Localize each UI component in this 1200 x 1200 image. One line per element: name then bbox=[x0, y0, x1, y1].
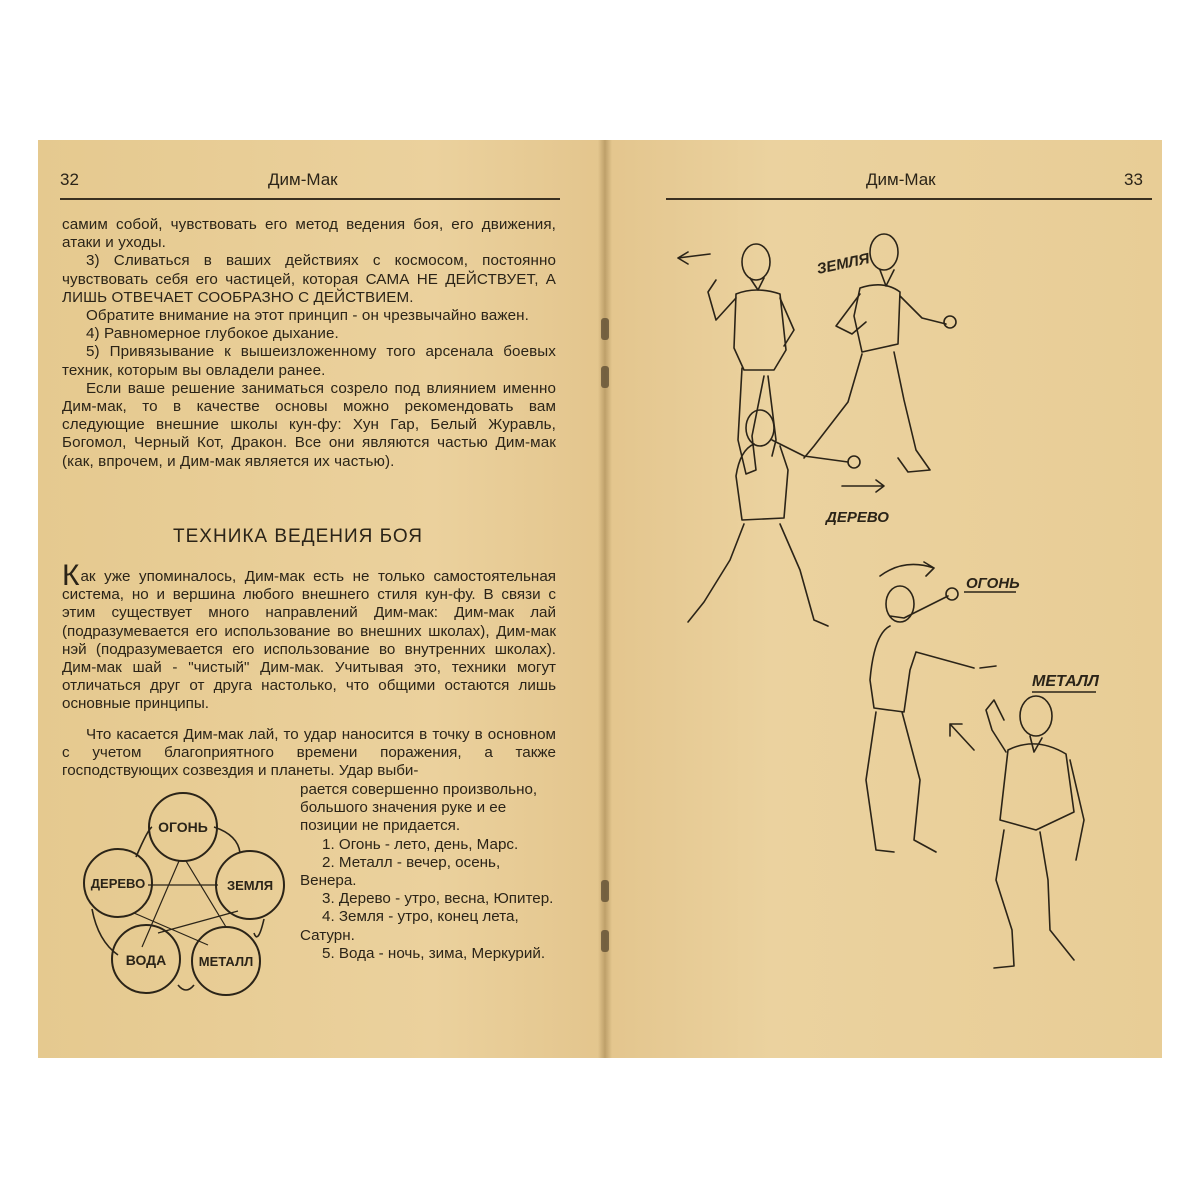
binding-stitch bbox=[601, 318, 609, 340]
diagram-label-wood: ДЕРЕВО bbox=[90, 876, 146, 891]
diagram-label-water: ВОДА bbox=[125, 952, 167, 968]
list-item: 3. Дерево - утро, весна, Юпитер. bbox=[322, 890, 554, 908]
book-gutter bbox=[598, 140, 612, 1058]
intro-text bbox=[62, 216, 556, 471]
figure-label-wood: ДЕРЕВО bbox=[826, 509, 889, 526]
section-paragraph bbox=[62, 559, 556, 714]
header-rule bbox=[60, 198, 560, 200]
list-item: 5. Вода - ночь, зима, Меркурий. bbox=[322, 944, 546, 962]
paragraph: Обратите внимание на этот принцип - он чрезвычайно важен. bbox=[86, 307, 529, 325]
figure-standing-guard bbox=[678, 244, 794, 474]
figure-reaching bbox=[866, 562, 996, 852]
paragraph: рается совершенно произвольно, большого значения руке и ее позиции не придается. bbox=[300, 781, 538, 835]
paragraph: самим собой, чувствовать его метод ведения боя, его движения, атаки и уходы. bbox=[62, 216, 556, 252]
page-number: 33 bbox=[1124, 170, 1143, 189]
paragraph: 3) Сливаться в ваших действиях с космосом, постоянно чувствовать себя его частицей, которая САМА НЕ ДЕЙСТВУЕТ, А ЛИШЬ ОТВЕЧАЕТ СООБРАЗНО С ДЕЙСТВИЕМ. bbox=[62, 252, 556, 306]
paragraph: Что касается Дим-мак лай, то удар наносится в точку в основном с учетом благоприятного времени поражения, а также господствующих созвездия и планеты. Удар выби- bbox=[62, 726, 556, 780]
figure-label-metal: МЕТАЛЛ bbox=[1032, 673, 1099, 690]
figure-illustrations bbox=[604, 140, 1162, 1058]
diagram-label-earth: ЗЕМЛЯ bbox=[226, 878, 274, 893]
list-item: 1. Огонь - лето, день, Марс. bbox=[322, 835, 519, 853]
left-page bbox=[38, 140, 604, 1058]
section-title: ТЕХНИКА ВЕДЕНИЯ БОЯ bbox=[173, 526, 423, 547]
running-title: Дим-Мак bbox=[268, 170, 338, 189]
page-number: 32 bbox=[60, 170, 79, 189]
running-title: Дим-Мак bbox=[866, 170, 936, 189]
binding-stitch bbox=[601, 366, 609, 388]
figure-raised-palm bbox=[950, 696, 1084, 968]
drop-cap: К bbox=[62, 559, 80, 592]
binding-stitch bbox=[601, 930, 609, 952]
right-page bbox=[604, 140, 1162, 1058]
strike-paragraph bbox=[62, 726, 556, 781]
five-elements-diagram bbox=[78, 785, 288, 1005]
paragraph: Если ваше решение заниматься созрело под влиянием именно Дим-мак, то в качестве основы можно рекомендовать вам следующие внешние школы кун-фу: Хун Гар, Белый Журавль, Богомол, Черный Кот, Дракон. Все они являются частью Дим-мак (как, впрочем, и Дим-мак является их частью). bbox=[62, 379, 556, 470]
elements-list bbox=[300, 781, 558, 963]
book-spread bbox=[38, 140, 1162, 1058]
figure-label-earth: ЗЕМЛЯ bbox=[815, 250, 872, 278]
paragraph: 4) Равномерное глубокое дыхание. bbox=[86, 325, 339, 343]
list-item: 4. Земля - утро, конец лета, Сатурн. bbox=[300, 908, 519, 944]
list-item: 2. Металл - вечер, осень, Венера. bbox=[300, 853, 501, 890]
diagram-label-metal: МЕТАЛЛ bbox=[198, 954, 254, 969]
paragraph: 5) Привязывание к вышеизложенному того арсенала боевых техник, которым вы овладели ранее. bbox=[62, 343, 556, 379]
binding-stitch bbox=[601, 880, 609, 902]
paragraph: ак уже упоминалось, Дим-мак есть не только самостоятельная система, но и вершина любого внешнего стиля кун-фу. В связи с этим существует много направлений Дим-мак: Дим-мак лай (подразумевается его использование во внешних школах), Дим-мак нэй (подразумевается его использование во внутренних школах). Дим-мак шай - "чистый" Дим-мак. Учитывая это, техники могут отличаться друг от друга настолько, что общими остаются лишь основные принципы. bbox=[62, 568, 556, 713]
figure-label-fire: ОГОНЬ bbox=[966, 575, 1020, 592]
diagram-label-fire: ОГОНЬ bbox=[158, 819, 208, 835]
